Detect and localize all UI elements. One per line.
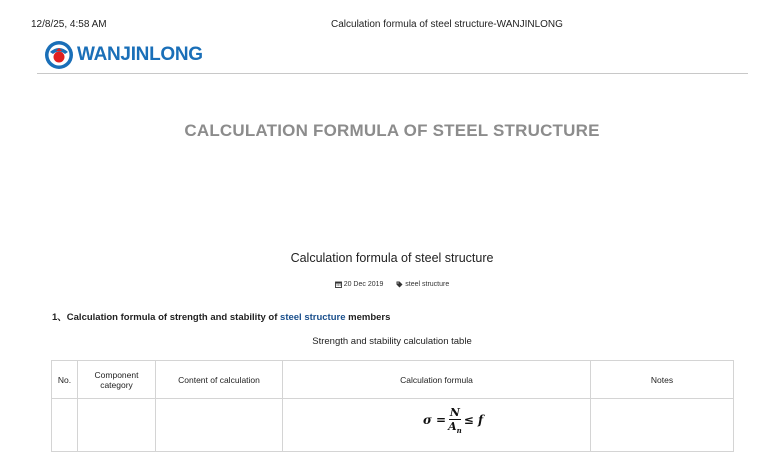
wanjinlong-logo-icon — [44, 40, 74, 70]
table-header-row — [52, 361, 734, 399]
formula-rhs: ≤ f — [463, 413, 484, 428]
article-date: 20 Dec 2019 — [343, 281, 384, 288]
formula-denominator-subscript: n — [456, 425, 462, 435]
tag-icon — [396, 281, 403, 288]
cell-notes — [591, 399, 734, 452]
header-no: No. — [52, 361, 78, 399]
header-component-category: Component category — [78, 361, 156, 399]
print-datetime: 12/8/25, 4:58 AM — [31, 19, 107, 30]
formula-numerator: N — [449, 405, 460, 419]
page-title: CALCULATION FORMULA OF STEEL STRUCTURE — [184, 121, 600, 140]
article-title: Calculation formula of steel structure — [290, 251, 494, 265]
formula-denominator-base: A — [448, 419, 457, 433]
table-caption: Strength and stability calculation table — [312, 336, 472, 347]
header-formula: Calculation formula — [283, 361, 591, 399]
calculation-table — [51, 360, 734, 452]
cell-component-category — [78, 399, 156, 452]
cell-content — [156, 399, 283, 452]
header-notes: Notes — [591, 361, 734, 399]
steel-structure-link[interactable]: steel structure — [280, 312, 346, 323]
cell-no — [52, 399, 78, 452]
brand-logo[interactable] — [44, 40, 203, 70]
formula-denominator — [448, 420, 462, 434]
print-page-title: Calculation formula of steel structure-WANJINLONG — [331, 19, 563, 30]
section-heading-suffix: members — [345, 312, 391, 323]
header-divider — [37, 73, 748, 74]
article-meta — [0, 281, 784, 288]
table-row — [52, 399, 734, 452]
calendar-icon — [335, 281, 342, 288]
section-heading — [52, 309, 390, 323]
formula-lhs: σ = — [423, 413, 447, 428]
formula-fraction — [448, 407, 462, 434]
cell-formula — [283, 399, 591, 452]
brand-name: WANJINLONG — [77, 44, 203, 65]
section-heading-prefix: 1、Calculation formula of strength and stability of — [52, 312, 281, 323]
header-content: Content of calculation — [156, 361, 283, 399]
print-header — [0, 19, 784, 33]
strength-formula — [423, 407, 483, 434]
article-tag-link[interactable]: steel structure — [405, 281, 450, 288]
